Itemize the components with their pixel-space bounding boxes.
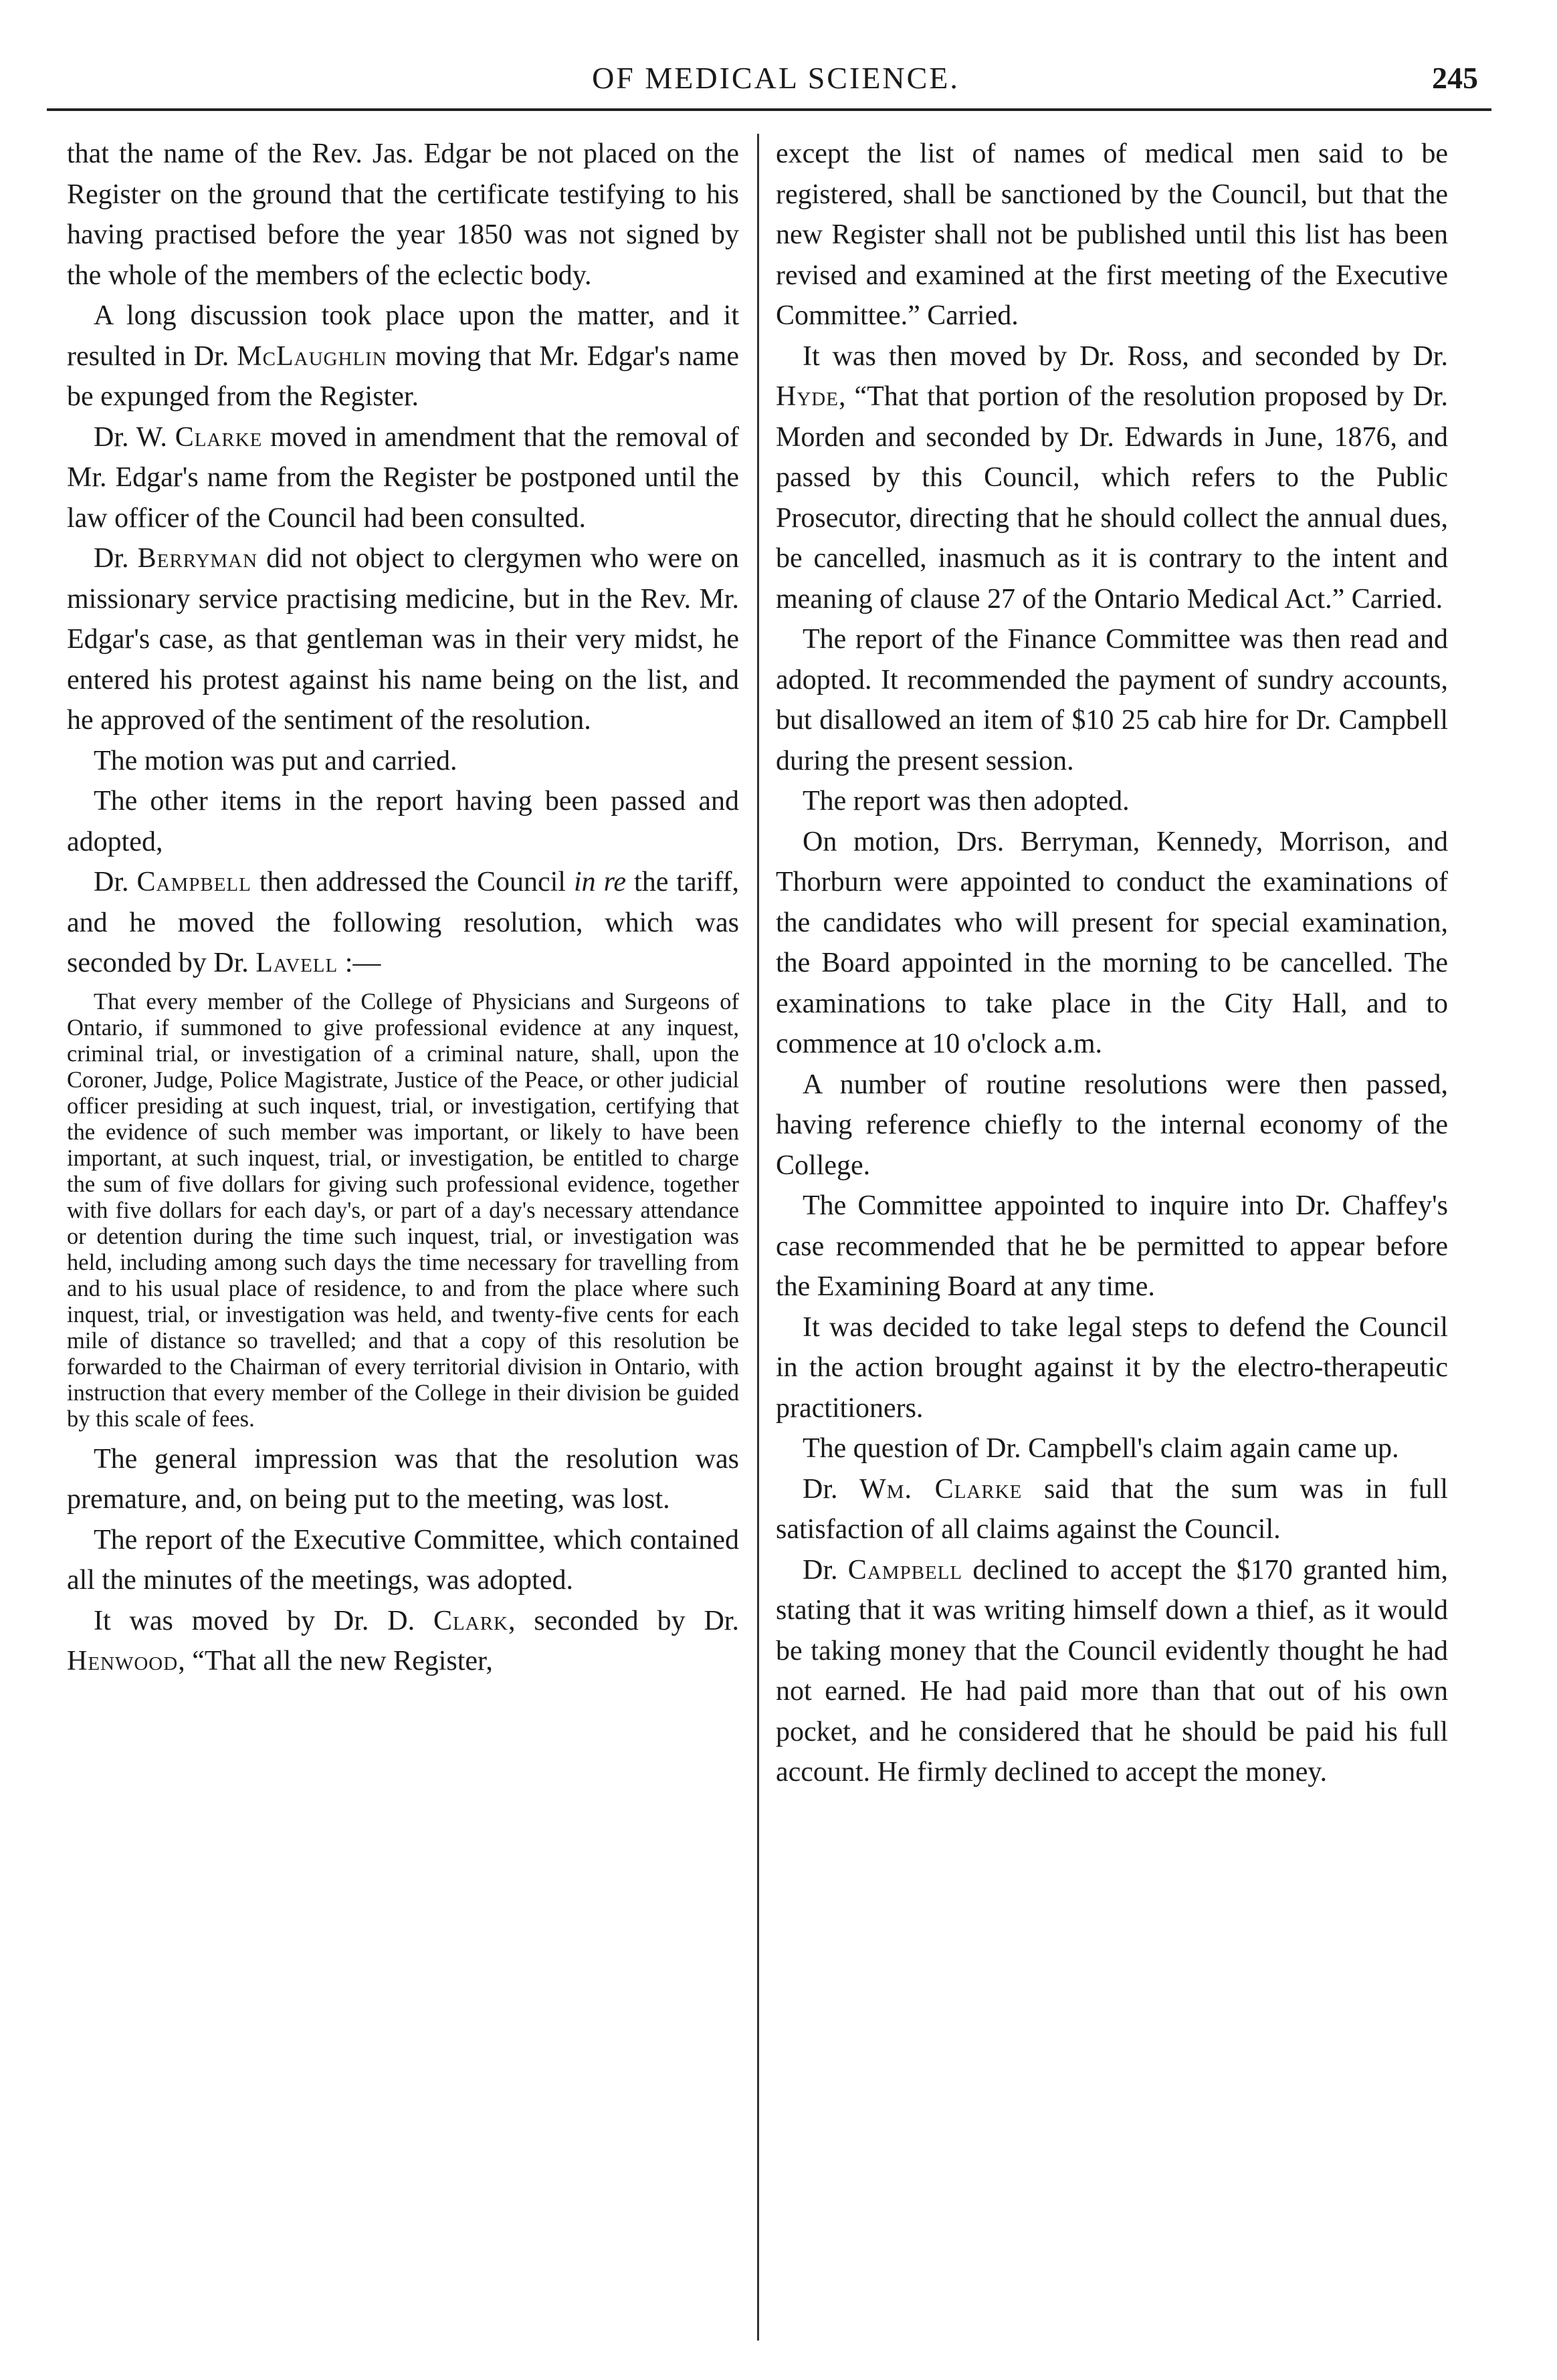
paragraph-text: The report of the Executive Committee, which contained all the minutes of the meetings, was adopted. (67, 1524, 739, 1596)
paragraph-text: said that the sum was in full satisfaction of all claims against the Council. (776, 1473, 1448, 1545)
speaker-name: Campbell (847, 1554, 963, 1586)
paragraph (67, 296, 739, 417)
paragraph-text: The report was then adopted. (803, 786, 1130, 817)
page-number: 245 (1432, 61, 1478, 95)
paragraph-text: , seconded by Dr. (508, 1605, 739, 1636)
right-column (776, 134, 1448, 2341)
speaker-name: Clark (433, 1605, 508, 1636)
paragraph-text: It was decided to take legal steps to defend the Council in the action brought against it by the electro-therapeutic practitioners. (776, 1311, 1448, 1424)
paragraph (776, 134, 1448, 336)
paragraph-text: Dr. (803, 1554, 848, 1586)
left-column (67, 134, 739, 2341)
paragraph-text: The report of the Finance Committee was then read and adopted. It recommended the payment of sundry accounts, but disallowed an item of $10 25 cab hire for Dr. Campbell during the present session. (776, 624, 1448, 776)
column-divider (757, 134, 759, 2341)
paragraph-text: The question of Dr. Campbell's claim again came up. (803, 1433, 1399, 1464)
paragraph-text: moving that Mr. Edgar's name be expunged from the Register. (67, 340, 739, 412)
speaker-name: Clarke (175, 421, 263, 453)
speaker-name: Henwood (67, 1646, 179, 1676)
speaker-name: Hyde (776, 381, 839, 412)
speaker-name: Berryman (137, 543, 258, 574)
speaker-name: Lavell (255, 948, 338, 978)
paragraph-text: that the name of the Rev. Jas. Edgar be not placed on the Register on the ground that the certificate testifying to his having practised before the year 1850 was not signed by the whole of the members of the eclectic body. (67, 138, 739, 291)
paragraph (776, 1550, 1448, 1793)
paragraph-text: moved in amendment that the removal of Mr. Edgar's name from the Register be postponed until the law officer of the Council had been consulted. (67, 421, 739, 534)
paragraph-text: , “That all the new Register, (178, 1646, 493, 1676)
paragraph (776, 1186, 1448, 1307)
paragraph-text: It was then moved by Dr. Ross, and seconded by Dr. (803, 340, 1448, 372)
paragraph-text: On motion, Drs. Berryman, Kennedy, Morrison, and Thorburn were appointed to conduct the examinations of the candidates who will present for special examination, the Board appointed in the morning to be cancelled. The examinations to take place in the City Hall, and to commence at 10 o'clock a.m. (776, 826, 1448, 1059)
paragraph (67, 1601, 739, 1682)
paragraph (67, 538, 739, 741)
paragraph-text: Dr. (94, 867, 137, 897)
paragraph-text: did not object to clergymen who were on missionary service practising medicine, but in the Rev. Mr. Edgar's case, as that gentleman was in their very midst, he entered his protest against his name being on the list, and he approved of the sentiment of the resolution. (67, 543, 739, 736)
paragraph-text: except the list of names of medical men said to be registered, shall be sanctioned by the Council, but that the new Register shall not be published until this list has been revised and examined at the first meeting of the Executive Committee.” Carried. (776, 138, 1448, 331)
running-title: OF MEDICAL SCIENCE. (592, 61, 960, 95)
speaker-name: McLaughlin (237, 340, 387, 372)
paragraph-text: A number of routine resolutions were then passed, having reference chiefly to the internal economy of the College. (776, 1069, 1448, 1181)
speaker-name: Campbell (136, 867, 251, 897)
paragraph (67, 1439, 739, 1520)
speaker-name: Wm. Clarke (859, 1473, 1023, 1505)
paragraph-text: A long discussion took place upon the matter, and it resulted in Dr. (67, 300, 739, 372)
paragraph-text: :— (338, 948, 381, 978)
paragraph-text: The Committee appointed to inquire into Dr. Chaffey's case recommended that he be permitted to appear before the Examining Board at any time. (776, 1190, 1448, 1302)
paragraph-text: the tariff, and he moved the following resolution, which was seconded by Dr. (67, 867, 739, 978)
paragraph (67, 781, 739, 862)
header-rule (47, 108, 1491, 111)
paragraph (67, 741, 739, 782)
paragraph (776, 1065, 1448, 1186)
paragraph (776, 619, 1448, 781)
paragraph-text: Dr. W. (94, 421, 175, 453)
paragraph-text: The general impression was that the resolution was premature, and, on being put to the meeting, was lost. (67, 1443, 739, 1515)
paragraph (67, 1520, 739, 1601)
paragraph (776, 781, 1448, 822)
paragraph-text: It was moved by Dr. D. (94, 1605, 434, 1636)
page-header (74, 47, 1478, 107)
paragraph (67, 862, 739, 984)
paragraph-text: , “That that portion of the resolution proposed by Dr. Morden and seconded by Dr. Edwards in June, 1876, and passed by this Council, which refers to the Public Prosecutor, directing that he should collect the annual dues, be cancelled, inasmuch as it is contrary to the intent and meaning of clause 27 of the Ontario Medical Act.” Carried. (776, 381, 1448, 615)
paragraph-text: then addressed the Council (251, 867, 574, 897)
paragraph (67, 417, 739, 539)
paragraph-text: declined to accept the $170 granted him, stating that it was writing himself down a thief, as it would be taking money that the Council evidently thought he had not earned. He had paid more than that out of his own pocket, and he considered that he should be paid his full account. He firmly declined to accept the money. (776, 1554, 1448, 1788)
paragraph (776, 336, 1448, 620)
paragraph (776, 822, 1448, 1065)
paragraph (776, 1307, 1448, 1429)
paragraph (776, 1428, 1448, 1469)
italic-phrase: in re (573, 867, 627, 897)
paragraph-text: Dr. (94, 543, 138, 574)
paragraph-text: The other items in the report having been passed and adopted, (67, 786, 739, 857)
paragraph-text: Dr. (803, 1473, 860, 1505)
paragraph (776, 1469, 1448, 1550)
resolution-text: That every member of the College of Physicians and Surgeons of Ontario, if summoned to give professional evidence at any inquest, criminal trial, or investigation of a criminal nature, shall, upon the Coroner, Judge, Police Magistrate, Justice of the Peace, or other judicial officer presiding at such inquest, trial, or investigation, certifying that the evidence of such member was important, or likely to have been important, at such inquest, trial, or investigation, be entitled to charge the sum of five dollars for giving such professional evidence, together with five dollars for each day's, or part of a day's necessary attendance or detention during the time such inquest, trial, or investigation was held, including among such days the time necessary for travelling from and to his usual place of residence, to and from the place where such inquest, trial, or investigation was held, and twenty-five cents for each mile of distance so travelled; and that a copy of this resolution be forwarded to the Chairman of every territorial division in Ontario, with instruction that every member of the College in their division be guided by this scale of fees. (67, 988, 739, 1432)
paragraph-text: The motion was put and carried. (94, 745, 457, 776)
paragraph (67, 134, 739, 296)
